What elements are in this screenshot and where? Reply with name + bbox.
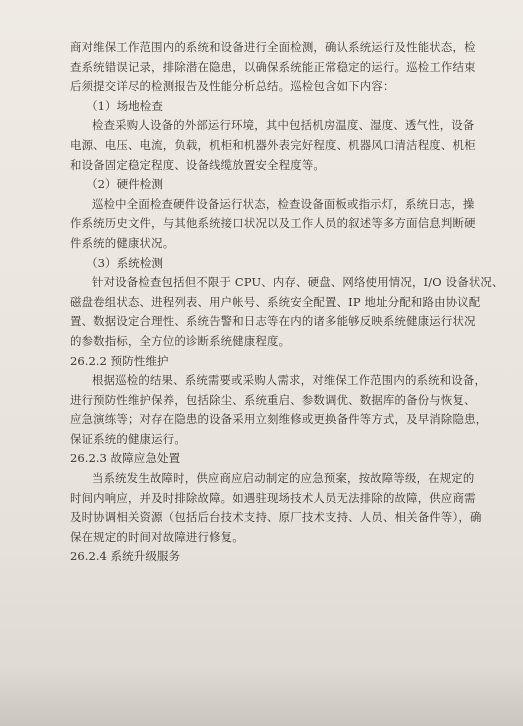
paragraph-line: 商对维保工作范围内的系统和设备进行全面检测，确认系统运行及性能状态，检 xyxy=(70,40,476,54)
subsection-heading-system-check: （3）系统检测 xyxy=(86,255,163,270)
paragraph-line: 进行预防性维护保养，包括除尘、系统重启、参数调优、数据库的备份与恢复、 xyxy=(70,392,476,407)
section-heading-preventive-maintenance: 26.2.2 预防性维护 xyxy=(70,353,169,368)
section-heading-fault-response: 26.2.3 故障应急处置 xyxy=(70,451,181,466)
paragraph-line: 保在规定的时间对故障进行修复。 xyxy=(70,529,244,544)
paragraph-line: 后须提交详尽的检测报告及性能分析总结。巡检包含如下内容： xyxy=(70,79,395,94)
paragraph-line: 巡检中全面检查硬件设备运行状态，检查设备面板或指示灯，系统日志，操 xyxy=(92,196,475,211)
paragraph-line: 检查采购人设备的外部运行环境，其中包括机房温度、湿度、透气性，设备 xyxy=(92,118,475,133)
paragraph-line: 及时协调相关资源（包括后台技术支持、原厂技术支持、人员、相关备件等），确 xyxy=(70,510,482,525)
section-heading-system-upgrade: 26.2.4 系统升级服务 xyxy=(70,549,181,564)
paragraph-line: 和设备固定稳定程度、设备线缆放置安全程度等。 xyxy=(70,157,325,172)
subsection-heading-site-inspection: （1）场地检查 xyxy=(86,98,163,113)
paragraph-line: 针对设备检查包括但不限于 CPU、内存、硬盘、网络使用情况，I/O 设备状况、 xyxy=(92,275,504,290)
paragraph-line: 应急演练等；对存在隐患的设备采用立刻维修或更换备件等方式，及早消除隐患， xyxy=(70,412,488,427)
paragraph-line: 件系统的健康状况。 xyxy=(70,235,175,250)
paragraph-line: 时间内响应，并及时排除故障。如遇驻现场技术人员无法排除的故障，供应商需 xyxy=(70,490,476,505)
paragraph-line: 作系统历史文件，与其他系统接口状况以及工作人员的叙述等多方面信息判断硬 xyxy=(70,216,476,231)
paragraph-line: 电源、电压、电流，负载，机柜和机器外表完好程度、机器风口清洁程度、机柜 xyxy=(70,137,476,152)
paragraph-line: 磁盘卷组状态、进程列表、用户帐号、系统安全配置、IP 地址分配和路由协议配 xyxy=(70,294,481,309)
paragraph-line: 根据巡检的结果、系统需要或采购人需求，对维保工作范围内的系统和设备， xyxy=(92,373,487,388)
subsection-heading-hardware-check: （2）硬件检测 xyxy=(86,177,163,192)
paragraph-line: 的参数指标，全方位的诊断系统健康程度。 xyxy=(70,333,291,348)
paragraph-line: 保证系统的健康运行。 xyxy=(70,431,186,446)
paragraph-line: 查系统错误记录，排除潜在隐患，以确保系统能正常稳定的运行。巡检工作结束 xyxy=(70,59,476,74)
paragraph-line: 当系统发生故障时，供应商应启动制定的应急预案，按故障等级，在规定的 xyxy=(92,471,475,486)
paragraph-line: 置、数据设定合理性、系统告警和日志等在内的诸多能够反映系统健康运行状况 xyxy=(70,314,476,329)
